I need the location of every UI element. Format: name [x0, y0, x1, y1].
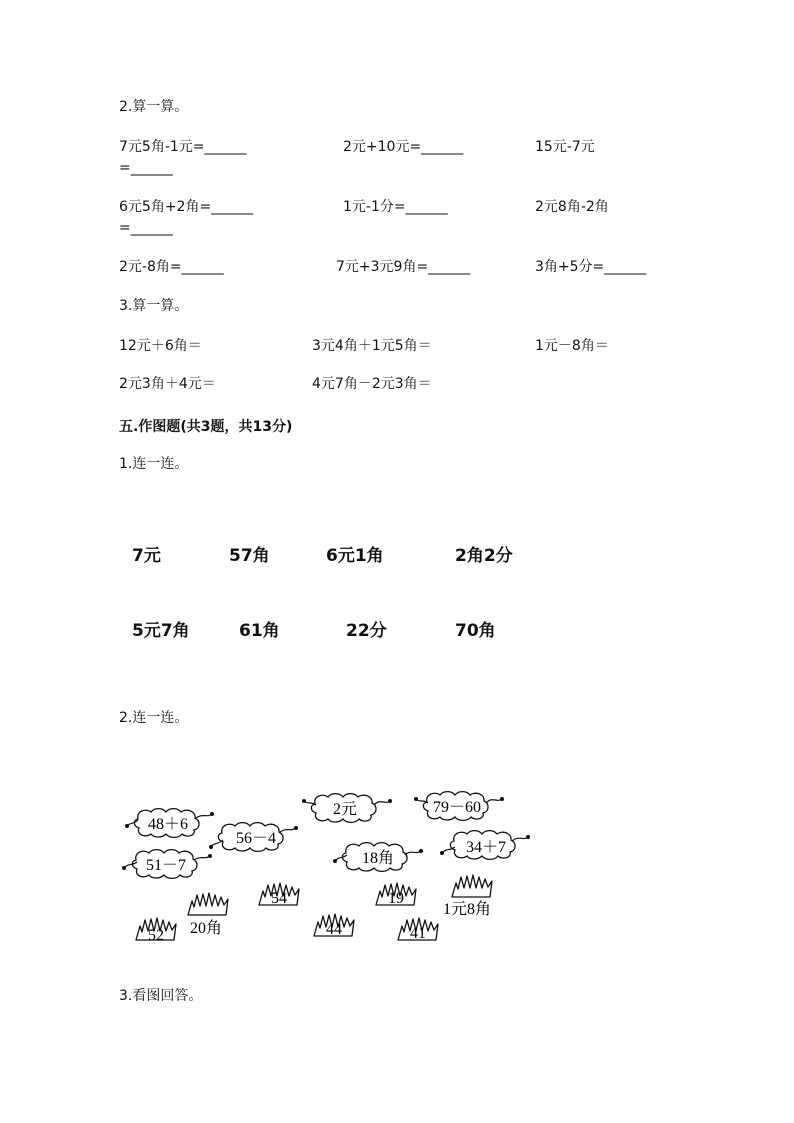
- cloud-bubble-34-plus-7: [440, 831, 530, 860]
- grass-label-41: 41: [410, 925, 426, 942]
- grass-tuft-41: [398, 918, 438, 942]
- q2-title: 2.算一算。: [119, 99, 189, 115]
- q3-title: 3.算一算。: [119, 298, 189, 314]
- q2-item-3: 15元-7元: [535, 139, 595, 155]
- grass-label-52: 52: [148, 927, 164, 944]
- grass-tuft-52: [136, 918, 176, 944]
- cloud-bubble-48-plus-6: [125, 809, 214, 838]
- grass-tuft-54: [259, 883, 299, 907]
- q2-item-9: 3角+5分=______: [535, 259, 647, 275]
- cloud-label-48-plus-6: 48＋6: [147, 816, 189, 833]
- q2-item-7: 2元-8角=______: [119, 259, 224, 275]
- q3-item-4: 2元3角＋4元＝: [119, 376, 216, 392]
- grass-tuft-blank-1: [188, 893, 228, 915]
- grass-label-54: 54: [271, 890, 287, 907]
- q3-item-1: 12元＋6角＝: [119, 338, 202, 354]
- p1-row1-item-3: 6元1角: [326, 546, 384, 566]
- q2-item-6: 2元8角-2角: [535, 199, 609, 215]
- cloud-label-18-jiao: 18角: [361, 850, 395, 867]
- p1-row2-item-2: 61角: [239, 621, 280, 641]
- grass-tuft-19: [376, 883, 416, 907]
- q2-item-8: 7元+3元9角=______: [336, 259, 471, 275]
- q2-item-6-answer: =______: [119, 220, 173, 236]
- label-1-yuan-8-jiao: 1元8角: [443, 901, 492, 918]
- q2-item-5: 1元-1分=______: [343, 199, 448, 215]
- grass-label-44: 44: [326, 921, 342, 938]
- q2-item-4: 6元5角+2角=______: [119, 199, 254, 215]
- cloud-bubble-51-minus-7: [122, 850, 212, 879]
- cloud-bubble-56-minus-4: [209, 823, 298, 852]
- q2-item-3-answer: =______: [119, 160, 173, 176]
- cloud-label-34-plus-7: 34＋7: [465, 839, 507, 856]
- grass-tuft-44: [314, 914, 354, 938]
- cloud-bubble-79-minus-60: [414, 792, 504, 821]
- cloud-label-56-minus-4: 56－4: [235, 830, 277, 847]
- grass-tuft-blank-2: [452, 875, 492, 897]
- p1-row2-item-1: 5元7角: [132, 621, 190, 641]
- p1-title: 1.连一连。: [119, 456, 189, 472]
- p1-row2-item-4: 70角: [455, 621, 496, 641]
- cloud-label-51-minus-7: 51－7: [145, 857, 187, 874]
- cloud-label-79-minus-60: 79－60: [432, 799, 482, 816]
- section-5-heading: 五.作图题(共3题，共13分): [119, 419, 293, 435]
- p3-title: 3.看图回答。: [119, 988, 203, 1004]
- q2-item-1: 7元5角-1元=______: [119, 139, 247, 155]
- cloud-bubble-18-jiao: [333, 843, 423, 872]
- cloud-bubble-2-yuan: [302, 794, 392, 823]
- label-20-jiao: 20角: [190, 920, 223, 937]
- cloud-label-2-yuan: 2元: [332, 801, 358, 818]
- q3-item-2: 3元4角＋1元5角＝: [312, 338, 432, 354]
- p1-row1-item-4: 2角2分: [455, 546, 513, 566]
- p1-row1-item-1: 7元: [132, 546, 161, 566]
- q3-item-5: 4元7角－2元3角＝: [312, 376, 432, 392]
- p1-row2-item-3: 22分: [346, 621, 387, 641]
- p2-title: 2.连一连。: [119, 710, 189, 726]
- q3-item-3: 1元－8角＝: [535, 338, 609, 354]
- p1-row1-item-2: 57角: [229, 546, 270, 566]
- grass-label-19: 19: [388, 890, 404, 907]
- q2-item-2: 2元+10元=______: [343, 139, 464, 155]
